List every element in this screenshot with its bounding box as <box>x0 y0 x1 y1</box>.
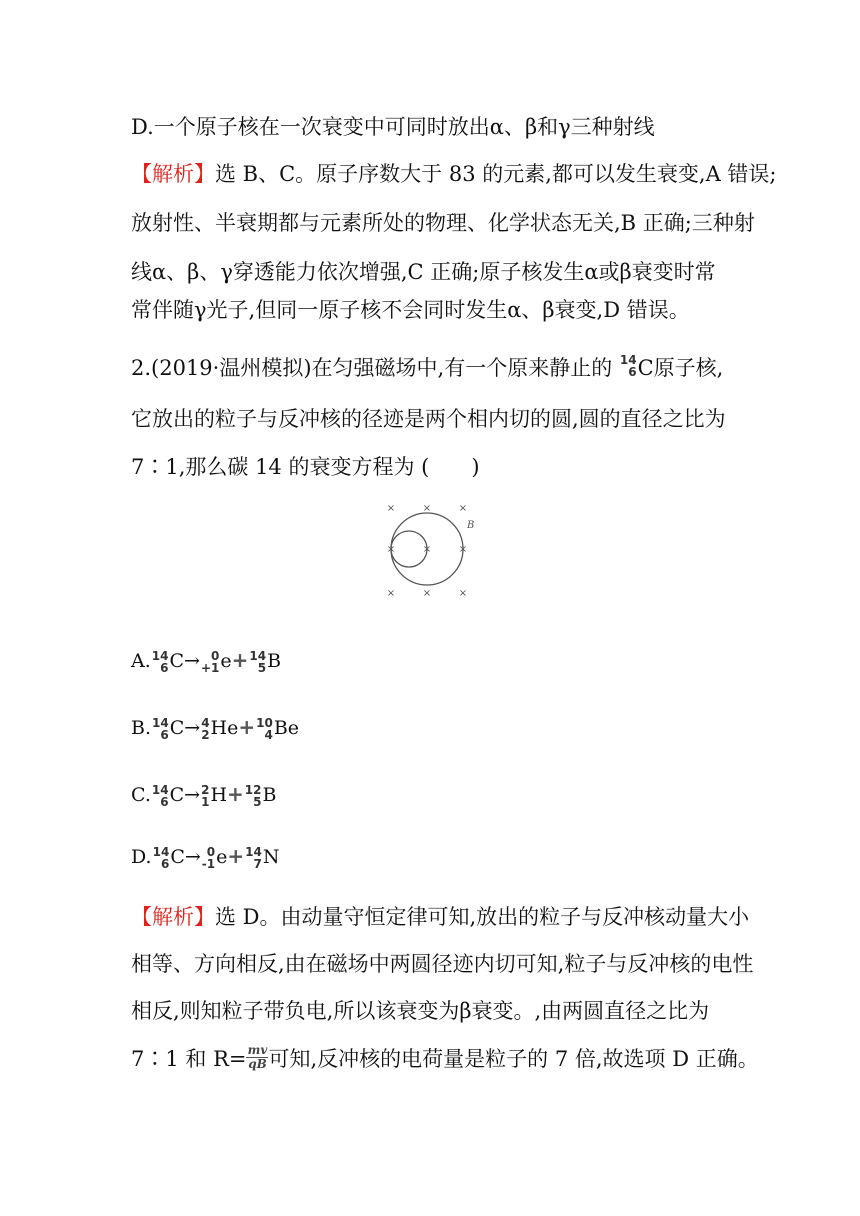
mass-number: 14 <box>152 716 169 730</box>
question-line-3: 7∶1,那么碳 14 的衰变方程为 ( ) <box>131 455 480 479</box>
atomic-number: 4 <box>264 728 273 742</box>
element-symbol: C <box>170 846 185 868</box>
term-2-nuclide <box>200 783 228 809</box>
question-text-tail: 原子核, <box>653 356 724 380</box>
atomic-number: 6 <box>160 661 169 675</box>
analysis-2-line-3: 相反,则知粒子带负电,所以该衰变为β衰变。,由两圆直径之比为 <box>131 999 710 1023</box>
element-symbol: Be <box>273 717 300 739</box>
plus-sign: + <box>227 782 244 806</box>
term-0-nuclide <box>152 845 185 871</box>
mass-number: 14 <box>245 845 262 859</box>
element-symbol: He <box>210 717 239 739</box>
analysis-1-line-2: 放射性、半衰期都与元素所处的物理、化学状态无关,B 正确;三种射 <box>131 211 755 235</box>
atomic-number: 5 <box>257 661 267 675</box>
term-2-mass-charge <box>201 650 219 674</box>
reaction-arrow: → <box>184 846 201 868</box>
term-4-nuclide <box>244 845 280 871</box>
mass-number: 0 <box>206 845 216 859</box>
analysis-2-last-post: 可知,反冲核的电荷量是粒子的 7 倍,故选项 D 正确。 <box>268 1047 759 1071</box>
field-cross-1: × <box>386 503 396 514</box>
option-label: B. <box>131 717 152 739</box>
analysis-tag: 【解析】 <box>131 162 215 186</box>
analysis-text: 选 B、C。原子序数大于 83 的元素,都可以发生衰变,A 错误; <box>215 162 777 186</box>
term-0-nuclide <box>151 783 185 809</box>
reaction-arrow: → <box>184 717 201 739</box>
atomic-number: -1 <box>201 857 216 871</box>
mass-number: 14 <box>152 845 170 859</box>
fraction-numerator: mv <box>247 1043 268 1057</box>
analysis-2-line-1 <box>131 903 749 931</box>
reaction-arrow: → <box>184 784 201 806</box>
analysis-1-line-4: 常伴随γ光子,但同一原子核不会同时发生α、β衰变,D 错误。 <box>131 298 690 322</box>
element-symbol: N <box>262 846 280 868</box>
plus-sign: + <box>238 715 256 739</box>
term-0-nuclide <box>151 716 185 742</box>
mass-number: 14 <box>619 352 637 367</box>
term-0-nuclide <box>151 649 185 675</box>
analysis-2-line-2: 相等、方向相反,由在磁场中两圆径迹内切可知,粒子与反冲核的电性 <box>131 952 754 976</box>
mass-number: 14 <box>151 649 169 663</box>
term-2-nuclide <box>201 845 228 871</box>
atomic-number: 6 <box>160 728 169 742</box>
plus-sign: + <box>231 648 249 672</box>
term-0-mass-charge <box>152 784 169 808</box>
mass-number: 0 <box>210 649 220 663</box>
element-symbol: e <box>220 650 232 672</box>
analysis-1-line-1 <box>131 160 777 188</box>
field-cross-3: × <box>458 503 468 514</box>
term-0-mass-charge <box>152 650 169 674</box>
question-text: 2.(2019·温州模拟)在匀强磁场中,有一个原来静止的 <box>131 356 613 380</box>
option-c[interactable] <box>131 780 276 809</box>
field-cross-7: × <box>386 588 396 599</box>
term-4-nuclide <box>244 783 277 809</box>
analysis-tag-2: 【解析】 <box>131 905 215 929</box>
term-4-nuclide <box>255 716 300 742</box>
term-2-nuclide <box>200 716 239 742</box>
option-a[interactable] <box>131 646 281 675</box>
magnetic-field-diagram <box>378 500 488 610</box>
field-cross-2: × <box>422 503 432 514</box>
element-symbol: C <box>169 717 185 739</box>
option-label: D. <box>131 846 152 868</box>
atomic-number: 1 <box>201 795 210 809</box>
mass-number: 14 <box>151 783 169 797</box>
term-2-nuclide <box>200 649 232 675</box>
carbon-nuclide-notation <box>620 354 637 378</box>
small-track-circle <box>391 531 427 567</box>
term-4-mass-charge <box>256 717 273 741</box>
atomic-number: 6 <box>160 857 170 871</box>
mass-number: 4 <box>201 716 210 730</box>
element-symbol: B <box>267 650 282 672</box>
element-symbol: H <box>210 784 228 806</box>
term-0-mass-charge <box>153 846 170 870</box>
option-label: C. <box>131 784 151 806</box>
term-4-nuclide <box>248 649 282 675</box>
mass-number: 14 <box>249 649 267 663</box>
previous-option-d: D.一个原子核在一次衰变中可同时放出α、β和γ三种射线 <box>131 115 655 139</box>
field-cross-6: × <box>458 544 468 555</box>
plus-sign: + <box>227 844 245 868</box>
analysis-2-line-4 <box>131 1045 759 1073</box>
element-symbol: C <box>637 356 654 380</box>
element-symbol: C <box>169 784 185 806</box>
field-cross-5: × <box>422 544 432 555</box>
option-label: A. <box>131 650 151 672</box>
atomic-number: 2 <box>201 728 210 742</box>
field-cross-4: × <box>386 544 396 555</box>
analysis-2-last-pre: 7∶1 和 R= <box>131 1047 247 1071</box>
atomic-number: 5 <box>253 795 262 809</box>
element-symbol: C <box>169 650 185 672</box>
element-symbol: B <box>262 784 277 806</box>
term-0-mass-charge <box>152 717 169 741</box>
mass-number: 2 <box>201 783 210 797</box>
mass-number: 12 <box>244 783 262 797</box>
option-b[interactable] <box>131 713 299 742</box>
term-4-mass-charge <box>245 846 262 870</box>
radius-fraction <box>246 1044 268 1071</box>
field-label-b: B <box>467 520 475 531</box>
atomic-number: +1 <box>200 661 220 675</box>
term-4-mass-charge <box>245 784 262 808</box>
mass-number: 10 <box>256 716 273 730</box>
term-2-mass-charge <box>202 846 215 870</box>
option-d[interactable] <box>131 842 279 871</box>
question-line-2: 它放出的粒子与反冲核的径迹是两个相内切的圆,圆的直径之比为 <box>131 407 726 431</box>
analysis-2-text: 选 D。由动量守恒定律可知,放出的粒子与反冲核动量大小 <box>215 905 750 929</box>
term-2-mass-charge <box>201 784 209 808</box>
question-line-1 <box>131 354 723 382</box>
field-cross-8: × <box>422 588 432 599</box>
atomic-number: 7 <box>253 857 262 871</box>
term-2-mass-charge <box>201 717 209 741</box>
fraction-denominator: qB <box>248 1057 267 1071</box>
element-symbol: e <box>216 846 228 868</box>
term-4-mass-charge <box>249 650 266 674</box>
field-cross-9: × <box>458 588 468 599</box>
atomic-number: 6 <box>628 364 637 379</box>
atomic-number: 6 <box>160 795 169 809</box>
reaction-arrow: → <box>184 650 200 672</box>
analysis-1-line-3: 线α、β、γ穿透能力依次增强,C 正确;原子核发生α或β衰变时常 <box>131 260 716 284</box>
